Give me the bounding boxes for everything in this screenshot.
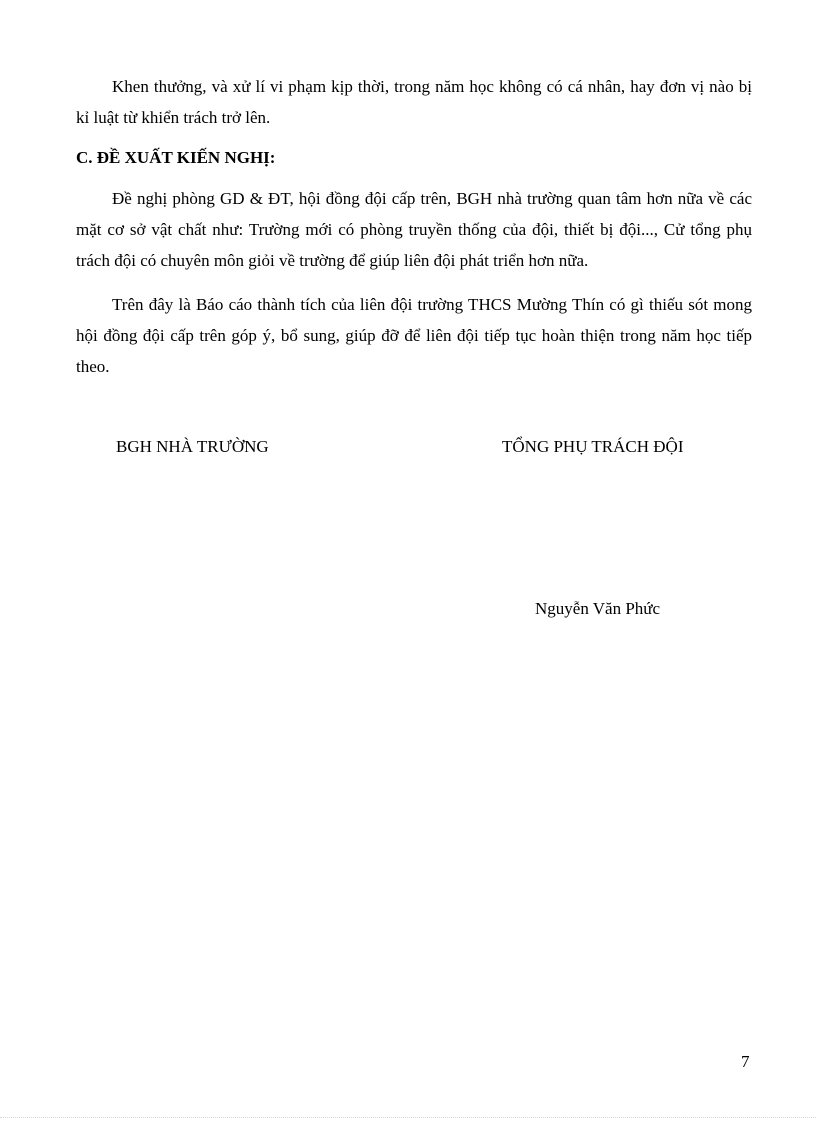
- page-number: 7: [741, 1052, 750, 1071]
- signature-left-title: BGH NHÀ TRƯỜNG: [116, 437, 269, 456]
- footer-divider: [0, 1117, 816, 1118]
- paragraph-conclusion: Trên đây là Báo cáo thành tích của liên đội trường THCS Mường Thín có gì thiếu sót mong hội đồng đội cấp trên góp ý, bổ sung, giúp đỡ để liên đội tiếp tục hoàn thiện trong năm học tiếp theo.: [76, 295, 752, 376]
- paragraph-recommendations: Đề nghị phòng GD & ĐT, hội đồng đội cấp trên, BGH nhà trường quan tâm hơn nữa về các mặt cơ sở vật chất như: Trường mới có phòng truyền thống của đội, thiết bị đội..., Cử tổng phụ trách đội có chuyên môn giỏi về trường để giúp liên đội phát triển hơn nữa.: [76, 189, 752, 270]
- signature-right-title: TỔNG PHỤ TRÁCH ĐỘI: [502, 437, 684, 456]
- paragraph-rewards: Khen thưởng, và xử lí vi phạm kịp thời, trong năm học không có cá nhân, hay đơn vị nào bị kỉ luật từ khiển trách trở lên.: [76, 77, 752, 127]
- signer-name: Nguyễn Văn Phức: [535, 599, 661, 618]
- section-heading: C. ĐỀ XUẤT KIẾN NGHỊ:: [76, 148, 276, 167]
